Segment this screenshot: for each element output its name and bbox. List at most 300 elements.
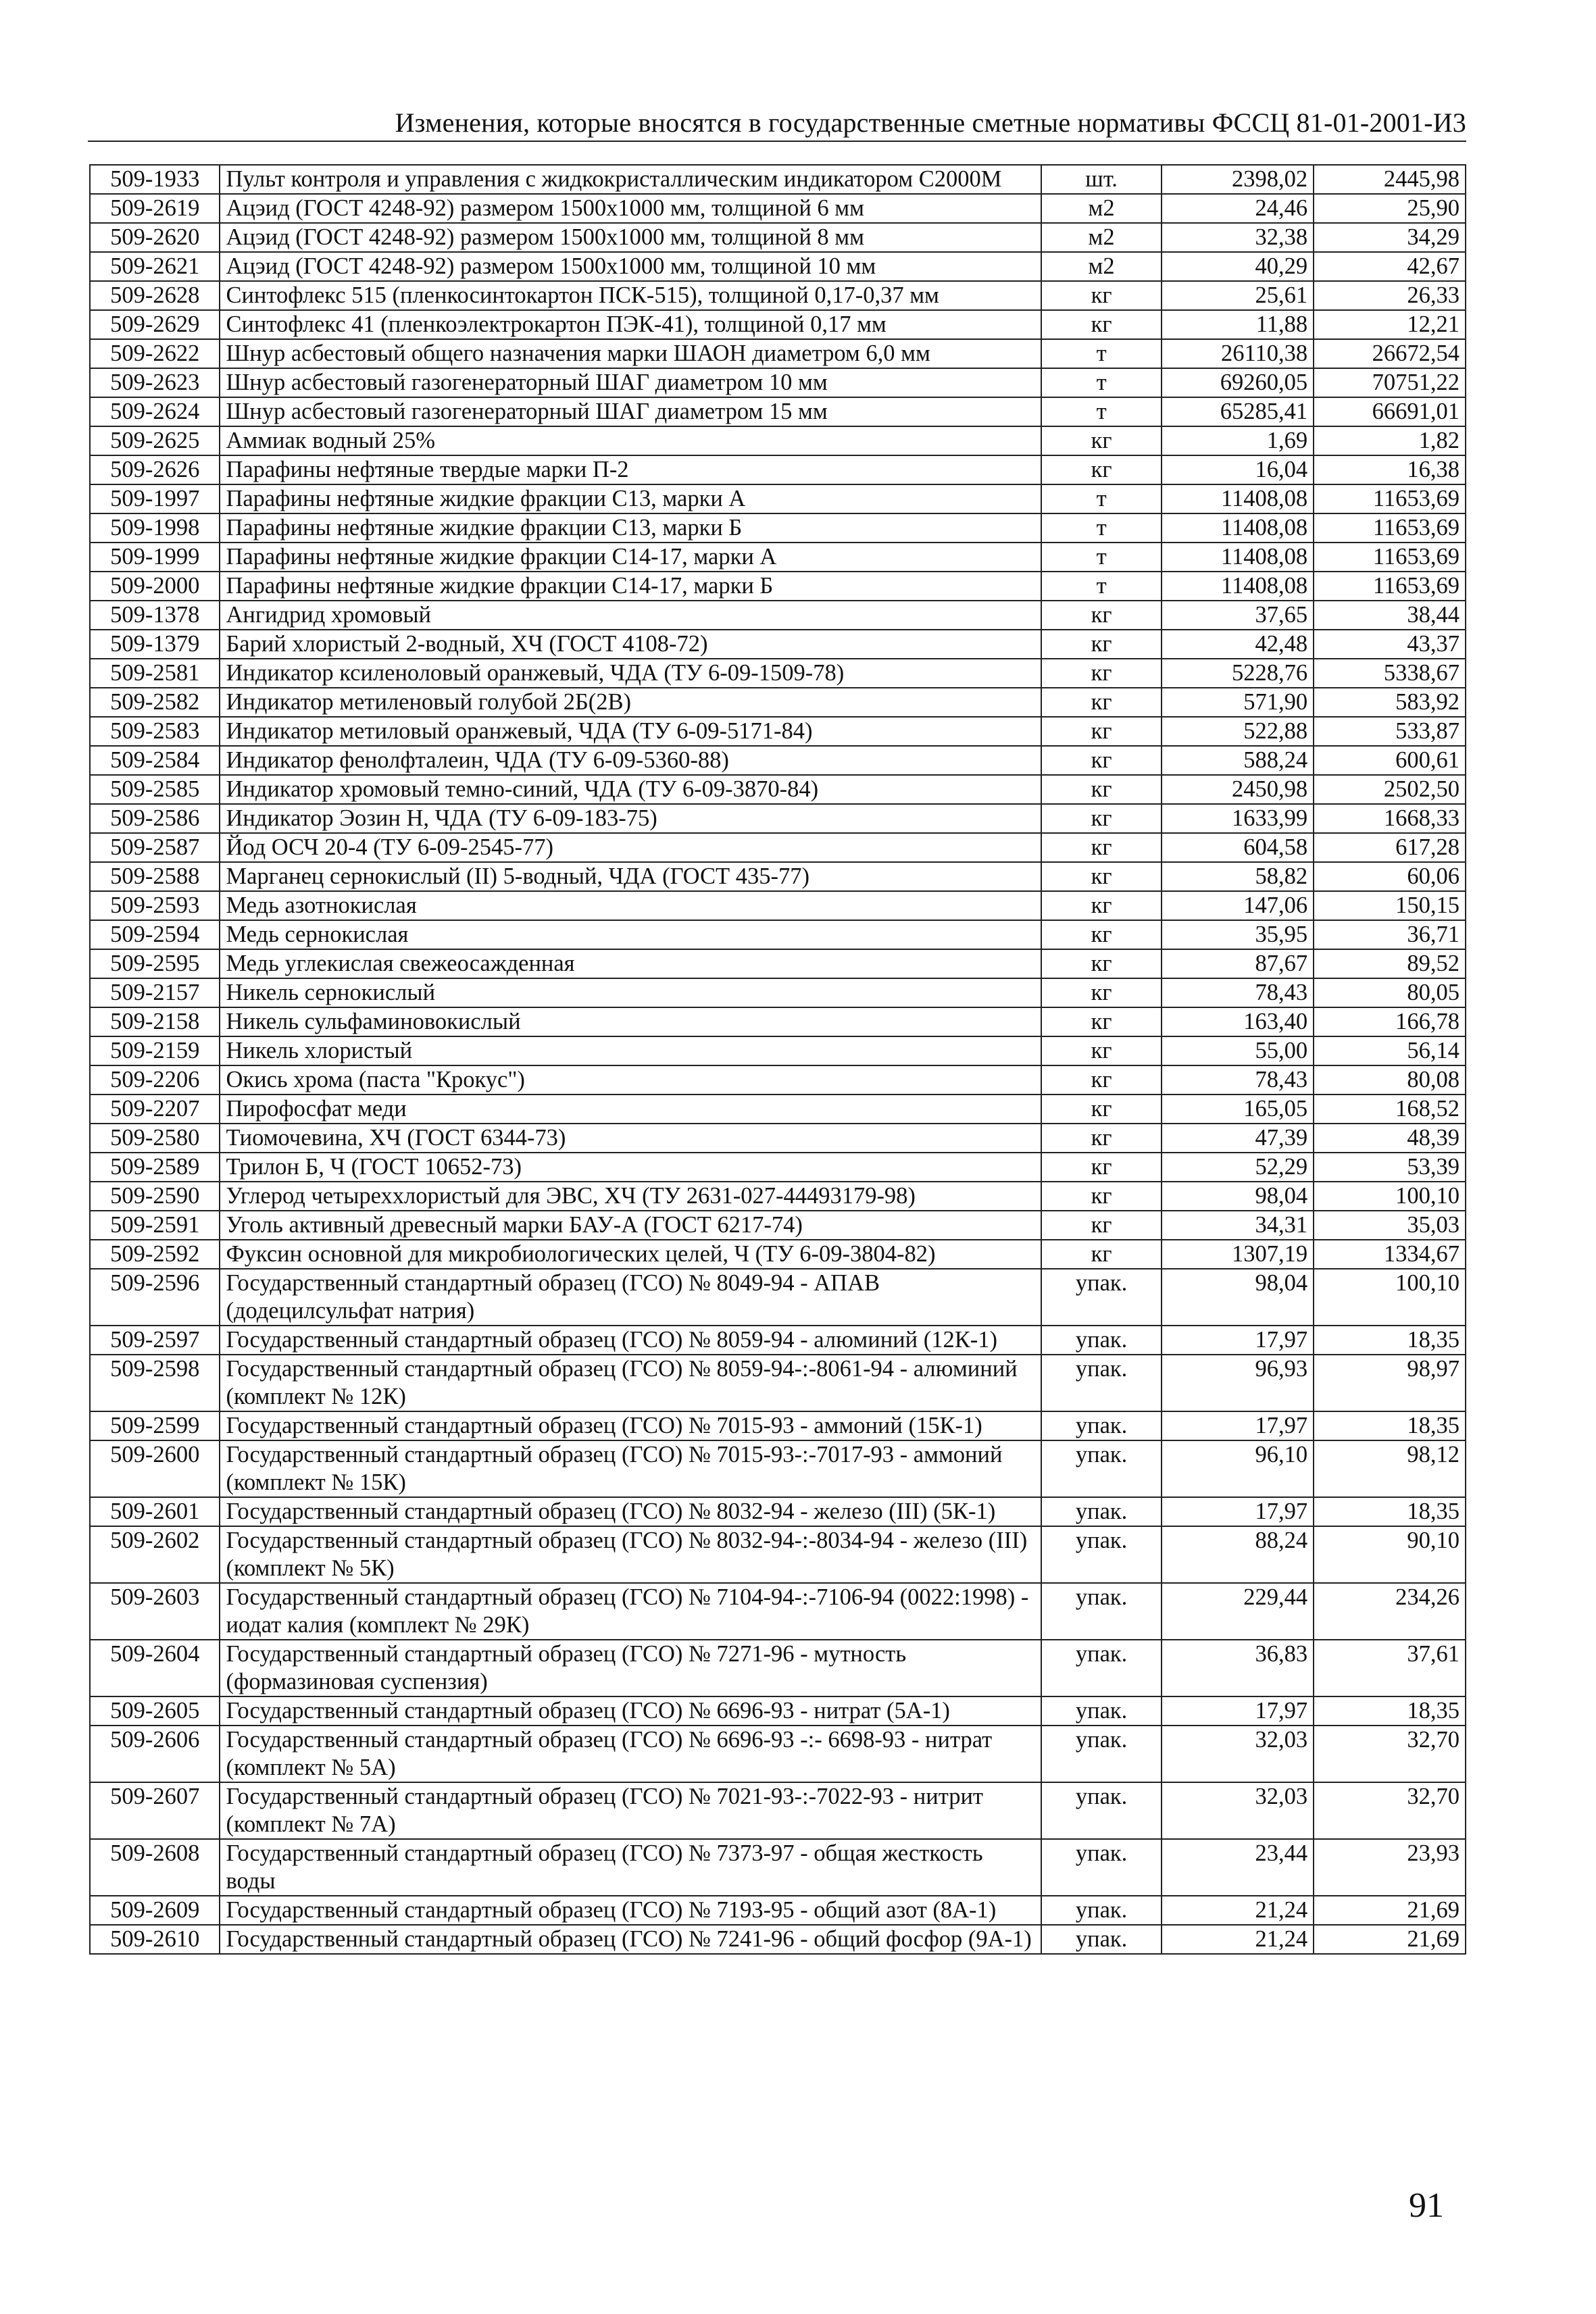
unit-cell: кг [1041, 1182, 1162, 1211]
unit-cell: т [1041, 572, 1162, 601]
unit-cell: кг [1041, 1036, 1162, 1065]
unit-cell: упак. [1041, 1269, 1162, 1326]
unit-cell: кг [1041, 1065, 1162, 1095]
price-old-cell: 96,10 [1162, 1440, 1314, 1497]
unit-cell: кг [1041, 1153, 1162, 1182]
price-new-cell: 11653,69 [1314, 572, 1466, 601]
item-name-cell: Синтофлекс 41 (пленкоэлектрокартон ПЭК-41), толщиной 0,17 мм [220, 310, 1041, 339]
table-row [90, 165, 1466, 194]
item-code-cell: 509-2602 [90, 1526, 220, 1583]
table-row [90, 1782, 1466, 1839]
unit-cell: кг [1041, 659, 1162, 688]
price-old-cell: 11,88 [1162, 310, 1314, 339]
item-name-cell: Окись хрома (паста "Крокус") [220, 1065, 1041, 1095]
item-name-cell: Аммиак водный 25% [220, 426, 1041, 455]
price-old-cell: 17,97 [1162, 1696, 1314, 1726]
item-name-cell: Шнур асбестовый общего назначения марки ШАОН диаметром 6,0 мм [220, 339, 1041, 368]
item-code-cell: 509-2207 [90, 1095, 220, 1124]
unit-cell: кг [1041, 891, 1162, 920]
price-new-cell: 150,15 [1314, 891, 1466, 920]
item-name-cell: Уголь активный древесный марки БАУ-А (ГОСТ 6217-74) [220, 1211, 1041, 1240]
item-name-cell: Синтофлекс 515 (пленкосинтокартон ПСК-515), толщиной 0,17-0,37 мм [220, 281, 1041, 310]
item-name-cell: Барий хлористый 2-водный, ХЧ (ГОСТ 4108-72) [220, 630, 1041, 659]
table-row [90, 484, 1466, 513]
price-new-cell: 18,35 [1314, 1326, 1466, 1355]
unit-cell: шт. [1041, 165, 1162, 194]
unit-cell: кг [1041, 775, 1162, 804]
table-row [90, 368, 1466, 397]
item-name-cell: Государственный стандартный образец (ГСО) № 7193-95 - общий азот (8А-1) [220, 1896, 1041, 1925]
price-table [89, 164, 1466, 1955]
price-new-cell: 18,35 [1314, 1696, 1466, 1726]
price-old-cell: 58,82 [1162, 862, 1314, 891]
price-new-cell: 2502,50 [1314, 775, 1466, 804]
price-old-cell: 23,44 [1162, 1839, 1314, 1896]
item-name-cell: Шнур асбестовый газогенераторный ШАГ диаметром 10 мм [220, 368, 1041, 397]
price-old-cell: 522,88 [1162, 717, 1314, 746]
unit-cell: кг [1041, 1211, 1162, 1240]
item-name-cell: Никель сернокислый [220, 978, 1041, 1007]
unit-cell: т [1041, 397, 1162, 426]
price-old-cell: 16,04 [1162, 455, 1314, 484]
price-old-cell: 1,69 [1162, 426, 1314, 455]
table-row [90, 513, 1466, 543]
item-code-cell: 509-2621 [90, 252, 220, 281]
unit-cell: т [1041, 513, 1162, 543]
price-new-cell: 1,82 [1314, 426, 1466, 455]
price-old-cell: 588,24 [1162, 746, 1314, 775]
price-old-cell: 2398,02 [1162, 165, 1314, 194]
item-name-cell: Индикатор Эозин Н, ЧДА (ТУ 6-09-183-75) [220, 804, 1041, 833]
price-old-cell: 165,05 [1162, 1095, 1314, 1124]
item-code-cell: 509-2600 [90, 1440, 220, 1497]
price-new-cell: 98,97 [1314, 1355, 1466, 1411]
price-new-cell: 166,78 [1314, 1007, 1466, 1036]
item-code-cell: 509-2581 [90, 659, 220, 688]
page-number: 91 [1409, 2186, 1444, 2225]
price-new-cell: 21,69 [1314, 1896, 1466, 1925]
item-code-cell: 509-2593 [90, 891, 220, 920]
table-row [90, 1839, 1466, 1896]
price-old-cell: 34,31 [1162, 1211, 1314, 1240]
item-name-cell: Тиомочевина, ХЧ (ГОСТ 6344-73) [220, 1124, 1041, 1153]
unit-cell: кг [1041, 281, 1162, 310]
price-old-cell: 25,61 [1162, 281, 1314, 310]
item-code-cell: 509-2588 [90, 862, 220, 891]
price-old-cell: 36,83 [1162, 1640, 1314, 1696]
item-name-cell: Парафины нефтяные твердые марки П-2 [220, 455, 1041, 484]
item-code-cell: 509-2609 [90, 1896, 220, 1925]
price-new-cell: 1668,33 [1314, 804, 1466, 833]
item-name-cell: Индикатор хромовый темно-синий, ЧДА (ТУ 6-09-3870-84) [220, 775, 1041, 804]
table-row [90, 630, 1466, 659]
unit-cell: упак. [1041, 1782, 1162, 1839]
item-name-cell: Индикатор ксиленоловый оранжевый, ЧДА (ТУ 6-09-1509-78) [220, 659, 1041, 688]
item-code-cell: 509-2596 [90, 1269, 220, 1326]
unit-cell: кг [1041, 1095, 1162, 1124]
price-old-cell: 11408,08 [1162, 484, 1314, 513]
price-old-cell: 11408,08 [1162, 572, 1314, 601]
price-new-cell: 1334,67 [1314, 1240, 1466, 1269]
item-code-cell: 509-2597 [90, 1326, 220, 1355]
item-code-cell: 509-2608 [90, 1839, 220, 1896]
item-name-cell: Государственный стандартный образец (ГСО) № 8049-94 - АПАВ (додецилсульфат натрия) [220, 1269, 1041, 1326]
item-code-cell: 509-2599 [90, 1411, 220, 1440]
price-old-cell: 163,40 [1162, 1007, 1314, 1036]
price-new-cell: 16,38 [1314, 455, 1466, 484]
price-new-cell: 66691,01 [1314, 397, 1466, 426]
table-row [90, 1640, 1466, 1696]
unit-cell: упак. [1041, 1640, 1162, 1696]
table-row [90, 775, 1466, 804]
unit-cell: кг [1041, 1124, 1162, 1153]
price-old-cell: 571,90 [1162, 688, 1314, 717]
item-code-cell: 509-2607 [90, 1782, 220, 1839]
price-old-cell: 88,24 [1162, 1526, 1314, 1583]
unit-cell: т [1041, 368, 1162, 397]
price-new-cell: 11653,69 [1314, 543, 1466, 572]
price-old-cell: 24,46 [1162, 194, 1314, 223]
table-row [90, 194, 1466, 223]
price-new-cell: 60,06 [1314, 862, 1466, 891]
item-code-cell: 509-2158 [90, 1007, 220, 1036]
price-old-cell: 1307,19 [1162, 1240, 1314, 1269]
item-name-cell: Государственный стандартный образец (ГСО) № 7373-97 - общая жесткость воды [220, 1839, 1041, 1896]
price-new-cell: 25,90 [1314, 194, 1466, 223]
table-row [90, 804, 1466, 833]
header-rule [88, 141, 1466, 142]
price-new-cell: 583,92 [1314, 688, 1466, 717]
table-row [90, 1036, 1466, 1065]
unit-cell: кг [1041, 601, 1162, 630]
unit-cell: м2 [1041, 194, 1162, 223]
item-code-cell: 509-1999 [90, 543, 220, 572]
price-new-cell: 48,39 [1314, 1124, 1466, 1153]
item-name-cell: Парафины нефтяные жидкие фракции С13, марки А [220, 484, 1041, 513]
table-row [90, 1124, 1466, 1153]
table-row [90, 717, 1466, 746]
price-new-cell: 36,71 [1314, 920, 1466, 949]
item-code-cell: 509-2604 [90, 1640, 220, 1696]
item-name-cell: Государственный стандартный образец (ГСО) № 8032-94-:-8034-94 - железо (III) (комплект № 5К) [220, 1526, 1041, 1583]
table-row [90, 1526, 1466, 1583]
item-code-cell: 509-1998 [90, 513, 220, 543]
unit-cell: кг [1041, 804, 1162, 833]
price-new-cell: 35,03 [1314, 1211, 1466, 1240]
price-old-cell: 42,48 [1162, 630, 1314, 659]
item-code-cell: 509-2590 [90, 1182, 220, 1211]
item-code-cell: 509-2584 [90, 746, 220, 775]
table-row [90, 833, 1466, 862]
item-code-cell: 509-2625 [90, 426, 220, 455]
unit-cell: кг [1041, 862, 1162, 891]
item-name-cell: Пульт контроля и управления с жидкокристаллическим индикатором С2000М [220, 165, 1041, 194]
item-code-cell: 509-2598 [90, 1355, 220, 1411]
unit-cell: упак. [1041, 1896, 1162, 1925]
price-new-cell: 18,35 [1314, 1497, 1466, 1526]
price-old-cell: 17,97 [1162, 1497, 1314, 1526]
price-new-cell: 100,10 [1314, 1269, 1466, 1326]
price-new-cell: 12,21 [1314, 310, 1466, 339]
price-old-cell: 87,67 [1162, 949, 1314, 978]
item-name-cell: Ацэид (ГОСТ 4248-92) размером 1500х1000 мм, толщиной 10 мм [220, 252, 1041, 281]
item-name-cell: Трилон Б, Ч (ГОСТ 10652-73) [220, 1153, 1041, 1182]
table-row [90, 397, 1466, 426]
item-name-cell: Шнур асбестовый газогенераторный ШАГ диаметром 15 мм [220, 397, 1041, 426]
unit-cell: т [1041, 543, 1162, 572]
price-new-cell: 53,39 [1314, 1153, 1466, 1182]
item-code-cell: 509-2619 [90, 194, 220, 223]
price-old-cell: 69260,05 [1162, 368, 1314, 397]
price-old-cell: 17,97 [1162, 1326, 1314, 1355]
price-new-cell: 80,05 [1314, 978, 1466, 1007]
table-row [90, 310, 1466, 339]
item-name-cell: Индикатор фенолфталеин, ЧДА (ТУ 6-09-5360-88) [220, 746, 1041, 775]
price-new-cell: 617,28 [1314, 833, 1466, 862]
table-row [90, 339, 1466, 368]
price-new-cell: 168,52 [1314, 1095, 1466, 1124]
item-name-cell: Медь углекислая свежеосажденная [220, 949, 1041, 978]
price-new-cell: 18,35 [1314, 1411, 1466, 1440]
item-code-cell: 509-2623 [90, 368, 220, 397]
price-new-cell: 32,70 [1314, 1782, 1466, 1839]
unit-cell: кг [1041, 310, 1162, 339]
item-code-cell: 509-2603 [90, 1583, 220, 1640]
table-row [90, 1211, 1466, 1240]
price-new-cell: 43,37 [1314, 630, 1466, 659]
item-code-cell: 509-2589 [90, 1153, 220, 1182]
item-code-cell: 509-1933 [90, 165, 220, 194]
unit-cell: упак. [1041, 1326, 1162, 1355]
item-code-cell: 509-1379 [90, 630, 220, 659]
price-old-cell: 98,04 [1162, 1269, 1314, 1326]
unit-cell: упак. [1041, 1411, 1162, 1440]
item-name-cell: Йод ОСЧ 20-4 (ТУ 6-09-2545-77) [220, 833, 1041, 862]
item-code-cell: 509-2605 [90, 1696, 220, 1726]
item-name-cell: Государственный стандартный образец (ГСО) № 8059-94-:-8061-94 - алюминий (комплект № 12К) [220, 1355, 1041, 1411]
price-new-cell: 234,26 [1314, 1583, 1466, 1640]
table-row [90, 223, 1466, 252]
table-row [90, 1411, 1466, 1440]
price-new-cell: 533,87 [1314, 717, 1466, 746]
price-new-cell: 32,70 [1314, 1726, 1466, 1782]
price-old-cell: 37,65 [1162, 601, 1314, 630]
item-name-cell: Фуксин основной для микробиологических целей, Ч (ТУ 6-09-3804-82) [220, 1240, 1041, 1269]
price-old-cell: 26110,38 [1162, 339, 1314, 368]
item-name-cell: Медь азотнокислая [220, 891, 1041, 920]
table-row [90, 1497, 1466, 1526]
price-old-cell: 32,03 [1162, 1726, 1314, 1782]
table-row [90, 426, 1466, 455]
unit-cell: кг [1041, 746, 1162, 775]
unit-cell: кг [1041, 1240, 1162, 1269]
price-new-cell: 37,61 [1314, 1640, 1466, 1696]
unit-cell: кг [1041, 717, 1162, 746]
item-name-cell: Медь сернокислая [220, 920, 1041, 949]
price-old-cell: 5228,76 [1162, 659, 1314, 688]
unit-cell: т [1041, 339, 1162, 368]
unit-cell: кг [1041, 630, 1162, 659]
price-old-cell: 35,95 [1162, 920, 1314, 949]
page-header: Изменения, которые вносятся в государственные сметные нормативы ФССЦ 81-01-2001-И3 [395, 107, 1466, 138]
item-name-cell: Государственный стандартный образец (ГСО) № 7015-93 - аммоний (15К-1) [220, 1411, 1041, 1440]
item-code-cell: 509-2583 [90, 717, 220, 746]
item-name-cell: Ацэид (ГОСТ 4248-92) размером 1500х1000 мм, толщиной 8 мм [220, 223, 1041, 252]
price-old-cell: 21,24 [1162, 1896, 1314, 1925]
table-row [90, 1583, 1466, 1640]
unit-cell: упак. [1041, 1726, 1162, 1782]
unit-cell: упак. [1041, 1583, 1162, 1640]
item-code-cell: 509-2157 [90, 978, 220, 1007]
item-name-cell: Государственный стандартный образец (ГСО) № 8032-94 - железо (III) (5К-1) [220, 1497, 1041, 1526]
price-old-cell: 604,58 [1162, 833, 1314, 862]
unit-cell: упак. [1041, 1526, 1162, 1583]
price-old-cell: 40,29 [1162, 252, 1314, 281]
item-name-cell: Парафины нефтяные жидкие фракции С14-17, марки А [220, 543, 1041, 572]
item-code-cell: 509-2159 [90, 1036, 220, 1065]
table-row [90, 1696, 1466, 1726]
item-code-cell: 509-2606 [90, 1726, 220, 1782]
price-old-cell: 11408,08 [1162, 543, 1314, 572]
unit-cell: кг [1041, 455, 1162, 484]
table-row [90, 455, 1466, 484]
item-code-cell: 509-2620 [90, 223, 220, 252]
item-name-cell: Пирофосфат меди [220, 1095, 1041, 1124]
item-code-cell: 509-2628 [90, 281, 220, 310]
item-code-cell: 509-2594 [90, 920, 220, 949]
table-row [90, 1326, 1466, 1355]
unit-cell: кг [1041, 1007, 1162, 1036]
item-name-cell: Государственный стандартный образец (ГСО) № 7015-93-:-7017-93 - аммоний (комплект № 15К) [220, 1440, 1041, 1497]
item-name-cell: Парафины нефтяные жидкие фракции С14-17, марки Б [220, 572, 1041, 601]
table-row [90, 1726, 1466, 1782]
table-row [90, 978, 1466, 1007]
item-code-cell: 509-2610 [90, 1925, 220, 1954]
table-row [90, 862, 1466, 891]
price-new-cell: 600,61 [1314, 746, 1466, 775]
item-name-cell: Парафины нефтяные жидкие фракции С13, марки Б [220, 513, 1041, 543]
item-code-cell: 509-1378 [90, 601, 220, 630]
price-old-cell: 32,03 [1162, 1782, 1314, 1839]
table-row [90, 688, 1466, 717]
unit-cell: кг [1041, 426, 1162, 455]
price-new-cell: 21,69 [1314, 1925, 1466, 1954]
unit-cell: упак. [1041, 1839, 1162, 1896]
price-new-cell: 11653,69 [1314, 513, 1466, 543]
item-code-cell: 509-2586 [90, 804, 220, 833]
price-new-cell: 2445,98 [1314, 165, 1466, 194]
unit-cell: упак. [1041, 1696, 1162, 1726]
item-name-cell: Государственный стандартный образец (ГСО) № 8059-94 - алюминий (12К-1) [220, 1326, 1041, 1355]
item-name-cell: Марганец сернокислый (II) 5-водный, ЧДА (ГОСТ 435-77) [220, 862, 1041, 891]
item-code-cell: 509-2624 [90, 397, 220, 426]
item-name-cell: Никель сульфаминовокислый [220, 1007, 1041, 1036]
price-new-cell: 90,10 [1314, 1526, 1466, 1583]
table-row [90, 1440, 1466, 1497]
item-code-cell: 509-1997 [90, 484, 220, 513]
table-row [90, 1065, 1466, 1095]
item-code-cell: 509-2622 [90, 339, 220, 368]
price-old-cell: 17,97 [1162, 1411, 1314, 1440]
unit-cell: упак. [1041, 1925, 1162, 1954]
price-old-cell: 229,44 [1162, 1583, 1314, 1640]
item-name-cell: Государственный стандартный образец (ГСО) № 7021-93-:-7022-93 - нитрит (комплект № 7А) [220, 1782, 1041, 1839]
unit-cell: кг [1041, 688, 1162, 717]
table-row [90, 252, 1466, 281]
price-new-cell: 56,14 [1314, 1036, 1466, 1065]
item-name-cell: Никель хлористый [220, 1036, 1041, 1065]
item-name-cell: Углерод четыреххлористый для ЭВС, ХЧ (ТУ 2631-027-44493179-98) [220, 1182, 1041, 1211]
table-row [90, 1355, 1466, 1411]
item-name-cell: Государственный стандартный образец (ГСО) № 7241-96 - общий фосфор (9А-1) [220, 1925, 1041, 1954]
table-row [90, 1269, 1466, 1326]
price-old-cell: 21,24 [1162, 1925, 1314, 1954]
unit-cell: упак. [1041, 1440, 1162, 1497]
price-old-cell: 2450,98 [1162, 775, 1314, 804]
price-old-cell: 32,38 [1162, 223, 1314, 252]
price-old-cell: 55,00 [1162, 1036, 1314, 1065]
table-row [90, 659, 1466, 688]
unit-cell: м2 [1041, 223, 1162, 252]
item-code-cell: 509-2582 [90, 688, 220, 717]
price-old-cell: 47,39 [1162, 1124, 1314, 1153]
item-code-cell: 509-2626 [90, 455, 220, 484]
price-old-cell: 78,43 [1162, 978, 1314, 1007]
item-name-cell: Государственный стандартный образец (ГСО) № 6696-93 - нитрат (5А-1) [220, 1696, 1041, 1726]
price-new-cell: 70751,22 [1314, 368, 1466, 397]
unit-cell: кг [1041, 949, 1162, 978]
item-code-cell: 509-2587 [90, 833, 220, 862]
item-name-cell: Ангидрид хромовый [220, 601, 1041, 630]
item-code-cell: 509-2580 [90, 1124, 220, 1153]
price-old-cell: 11408,08 [1162, 513, 1314, 543]
item-name-cell: Государственный стандартный образец (ГСО) № 6696-93 -:- 6698-93 - нитрат (комплект № 5А) [220, 1726, 1041, 1782]
price-new-cell: 98,12 [1314, 1440, 1466, 1497]
price-old-cell: 147,06 [1162, 891, 1314, 920]
item-code-cell: 509-2629 [90, 310, 220, 339]
item-code-cell: 509-2601 [90, 1497, 220, 1526]
price-old-cell: 52,29 [1162, 1153, 1314, 1182]
item-code-cell: 509-2595 [90, 949, 220, 978]
price-old-cell: 1633,99 [1162, 804, 1314, 833]
price-new-cell: 38,44 [1314, 601, 1466, 630]
item-name-cell: Индикатор метиловый оранжевый, ЧДА (ТУ 6-09-5171-84) [220, 717, 1041, 746]
item-code-cell: 509-2585 [90, 775, 220, 804]
unit-cell: кг [1041, 833, 1162, 862]
table-row [90, 543, 1466, 572]
table-row [90, 891, 1466, 920]
item-name-cell: Индикатор метиленовый голубой 2Б(2В) [220, 688, 1041, 717]
table-row [90, 949, 1466, 978]
table-row [90, 1896, 1466, 1925]
table-row [90, 1153, 1466, 1182]
price-new-cell: 26672,54 [1314, 339, 1466, 368]
price-old-cell: 96,93 [1162, 1355, 1314, 1411]
price-old-cell: 98,04 [1162, 1182, 1314, 1211]
table-row [90, 746, 1466, 775]
price-new-cell: 89,52 [1314, 949, 1466, 978]
unit-cell: кг [1041, 920, 1162, 949]
price-new-cell: 5338,67 [1314, 659, 1466, 688]
unit-cell: упак. [1041, 1355, 1162, 1411]
price-new-cell: 11653,69 [1314, 484, 1466, 513]
table-row [90, 1925, 1466, 1954]
unit-cell: кг [1041, 978, 1162, 1007]
item-name-cell: Государственный стандартный образец (ГСО) № 7271-96 - мутность (формазиновая суспензия) [220, 1640, 1041, 1696]
item-name-cell: Государственный стандартный образец (ГСО) № 7104-94-:-7106-94 (0022:1998) - иодат калия (комплект № 29К) [220, 1583, 1041, 1640]
price-new-cell: 34,29 [1314, 223, 1466, 252]
table-row [90, 601, 1466, 630]
